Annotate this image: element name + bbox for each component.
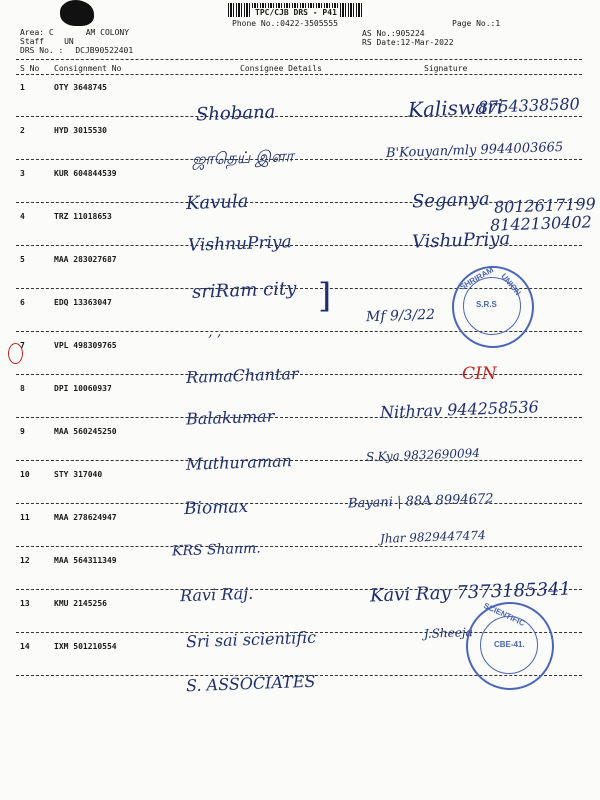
row-number: 5 [20,255,25,264]
phone-number: Phone No.:0422-3505555 [232,19,338,28]
consignment-number: HYD 3015530 [54,126,107,135]
consignment-number: MAA 278624947 [54,513,117,522]
shriram-city-union-stamp: SHRIRAM UNION S.R.S [452,266,534,348]
row-number: 7 [20,341,25,350]
row-number: 14 [20,642,30,651]
signature: Jhar 9829447474 [379,528,486,546]
consignment-number: MAA 560245250 [54,427,117,436]
row1-phone: 8754338580 [477,94,581,117]
consignment-number: DPI 10060937 [54,384,112,393]
row-number: 3 [20,169,25,178]
header-rule [16,59,582,60]
consignment-number: IXM 501210554 [54,642,117,651]
tick-marks: , , [207,323,222,341]
table-row [20,212,112,221]
staff-line: Staff UN [20,37,74,46]
row-number: 6 [20,298,25,307]
row-number: 12 [20,556,30,565]
consignment-number: TRZ 11018653 [54,212,112,221]
table-row [20,384,112,393]
area-line: Area: C AM COLONY [20,28,130,37]
sri-sai-scientific-stamp: SCIENTIFIC CBE-41. [466,602,554,690]
table-row [20,255,117,264]
row-number: 1 [20,83,25,92]
table-row [20,427,117,436]
table-row [20,83,107,92]
signature: J.Sheeja [423,625,473,641]
row-number: 10 [20,470,30,479]
consignee-name: Biomax [183,496,249,520]
consignee-name: RamaChantar [185,364,299,387]
rs-date: RS Date:12-Mar-2022 [362,38,454,47]
consignment-number: OTY 3648745 [54,83,107,92]
signature: Mf 9/3/22 [365,306,436,326]
signature: VishuPriya [411,228,511,253]
consignment-number: MAA 564311349 [54,556,117,565]
drs-number: DRS No. : DCJB90522401 [20,46,134,55]
table-row [20,169,117,178]
signature: Bayani | 88A 8994672 [347,491,494,512]
row-number: 4 [20,212,25,221]
row-divider [16,503,582,504]
table-row [20,126,107,135]
row-number: 9 [20,427,25,436]
table-row [20,642,117,651]
consignment-number: STY 317040 [54,470,103,479]
page-number: Page No.:1 [452,19,501,28]
row-divider [16,159,582,160]
table-row [20,298,112,307]
consignment-number: KMU 2145256 [54,599,107,608]
col-consignee: Consignee Details [240,64,322,73]
consignee-name: ஜாதெய் இளா [191,146,295,169]
signature: B'Kouyan/mly 9944003665 [385,139,564,162]
col-signature: Signature [424,64,468,73]
bracket-mark: ] [318,276,332,316]
consignee-name: Balakumar [185,406,275,429]
header-rule-2 [16,74,582,75]
row-number: 13 [20,599,30,608]
consignment-number: KUR 604844539 [54,169,117,178]
cin-remark: CIN [462,364,497,384]
col-sno: S No [20,64,40,73]
signature: Nithrav 944258536 [379,397,540,422]
signature: S.Kya 9832690094 [365,446,481,464]
consignment-number: EDQ 13363047 [54,298,112,307]
row-number: 2 [20,126,25,135]
ink-blot [60,0,94,26]
row4-phone: 8142130402 [489,212,593,235]
consignee-name: Sri sai scientific [185,627,317,652]
consignment-number: MAA 283027687 [54,255,117,264]
table-row [20,513,117,522]
row3-phone: 8012617199 [493,194,597,217]
consignee-name: Shobana [195,101,276,126]
consignee-name: S. ASSOCIATES [185,671,316,696]
as-number: AS No.:905224 [362,29,425,38]
consignee-name: sriRam city [191,278,297,303]
table-row [20,470,102,479]
row-number: 11 [20,513,30,522]
row-number: 8 [20,384,25,393]
signature: Kaliswari [407,94,504,122]
row7-red-circle [8,343,23,364]
consignee-name: KRS Shanm. [171,540,262,560]
table-row [20,556,117,565]
signature: Seganya [411,188,491,213]
row-divider [16,460,582,461]
consignee-name: Ravi Raj. [179,583,254,606]
table-row [20,341,117,350]
consignment-number: VPL 498309765 [54,341,117,350]
col-consignment: Consignment No [54,64,122,73]
consignee-name: VishnuPriya [187,232,293,256]
row-divider [16,546,582,547]
signature: Kavi Ray 7373185341 [369,578,572,607]
consignee-name: Kavula [185,190,249,215]
table-row [20,599,107,608]
consignee-name: Muthuraman [185,451,293,474]
doc-title: TPC/CJB DRS - P41 [252,8,340,17]
